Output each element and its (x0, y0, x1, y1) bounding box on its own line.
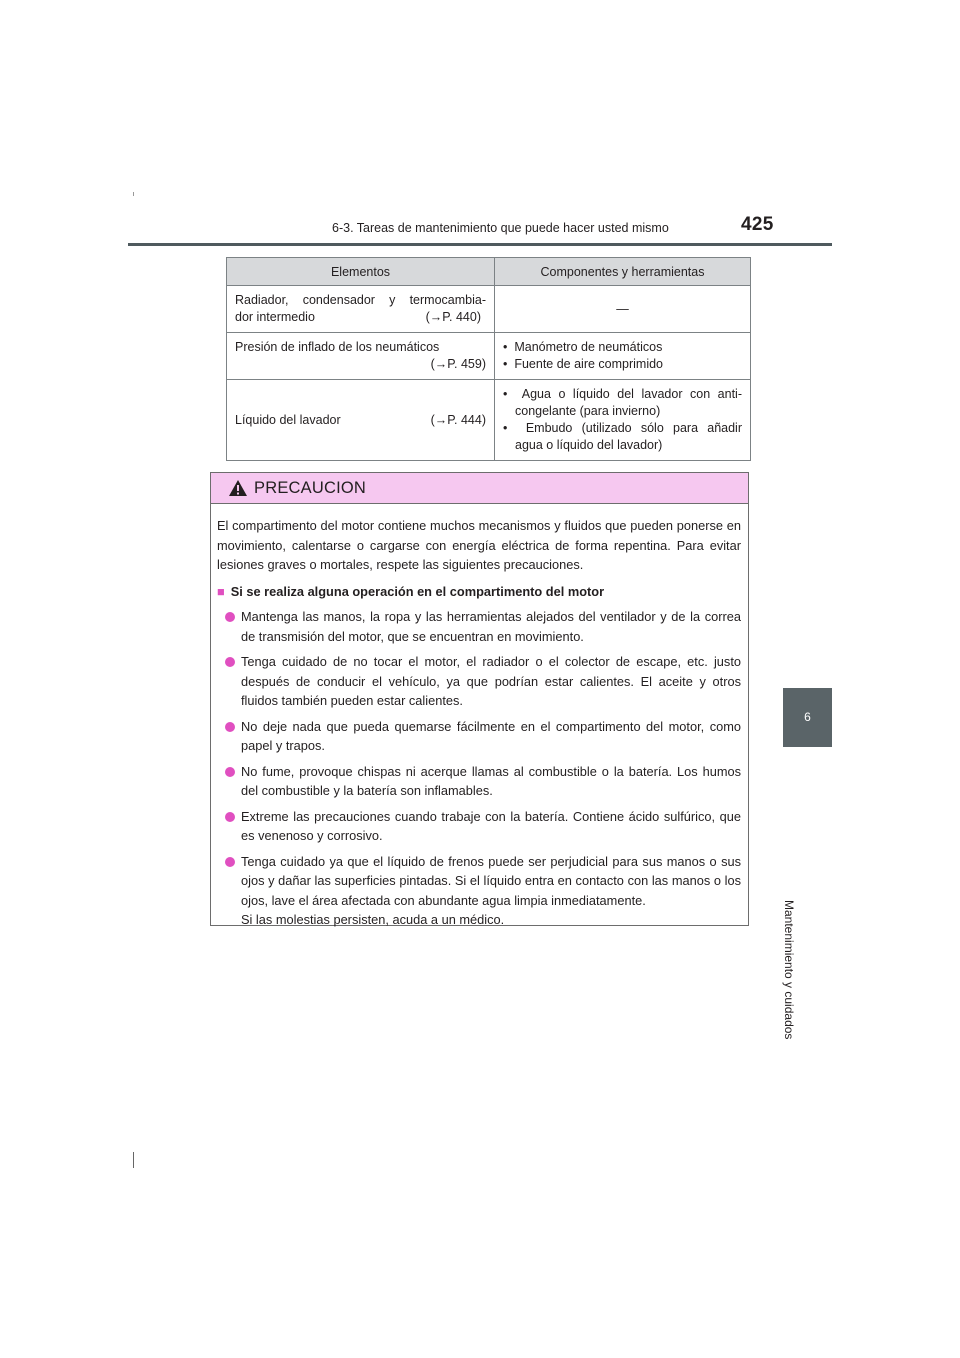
warning-header (211, 473, 748, 504)
warning-title: PRECAUCION (254, 478, 367, 497)
chapter-label: Mantenimiento y cuidados (782, 900, 796, 1040)
section-title: 6-3. Tareas de mantenimiento que puede hacer usted mismo (332, 221, 669, 235)
header-rule (128, 243, 832, 246)
list-item: Tenga cuidado ya que el líquido de frenos puede ser perjudicial para sus manos o sus ojos y dañar las superficies pintadas. Si el líquido entra en contacto con las manos o los ojos, lave el área afectada con abundante agua limpia inmediatamente. Si las molestias persisten, acuda a un médico. (217, 852, 741, 930)
list-item: No deje nada que pueda quemarse fácilmente en el compartimento del motor, como papel y trapos. (217, 717, 741, 756)
chapter-tab: 6 (783, 688, 832, 747)
item-line: Líquido del lavador (235, 412, 341, 427)
table-cell-item (227, 286, 495, 333)
bullet-dot-icon (225, 612, 235, 622)
bullet-dot-icon (225, 767, 235, 777)
item-line: dor intermedio (235, 310, 315, 324)
bullet-dot-icon (225, 857, 235, 867)
tool-item: • Manómetro de neumáticos (503, 340, 663, 354)
page-reference: (→P. 459) (430, 357, 486, 371)
item-line: Radiador, condensador y termocambia- (235, 293, 486, 307)
table-row (227, 333, 751, 380)
warning-triangle-icon (228, 479, 248, 497)
parts-table (226, 257, 751, 461)
page-reference: (→P. 444) (430, 412, 486, 427)
table-cell-item (227, 333, 495, 380)
table-cell-tools (495, 333, 751, 380)
list-item: Tenga cuidado de no tocar el motor, el radiador o el colector de escape, etc. justo después de conducir el vehículo, ya que podrían estar calientes. El aceite y otros fluidos también pueden estar calientes. (217, 652, 741, 711)
tool-item-continuation: congelante (para invierno) (515, 404, 661, 418)
bullet-dot-icon (225, 812, 235, 822)
crop-mark (133, 192, 134, 196)
page-number: 425 (741, 214, 774, 235)
list-item: Mantenga las manos, la ropa y las herramientas alejados del ventilador y de la correa de transmisión del motor, que se encuentran en movimiento. (217, 607, 741, 646)
tool-item: • Fuente de aire comprimido (503, 357, 664, 371)
table-cell-tools (495, 380, 751, 461)
list-item: Extreme las precauciones cuando trabaje con la batería. Contiene ácido sulfúrico, que es venenoso y corrosivo. (217, 807, 741, 846)
warning-body (211, 504, 748, 930)
no-tools-dash: — (616, 301, 629, 316)
table-row (227, 380, 751, 461)
tool-item-continuation: agua o líquido del lavador) (515, 438, 663, 452)
item-line: Presión de inflado de los neumáticos (235, 340, 440, 354)
page-reference: (→P. 440) (425, 310, 481, 324)
table-header-items: Elementos (227, 258, 495, 286)
warning-subheading: ■ Si se realiza alguna operación en el compartimento del motor (217, 582, 741, 602)
table-cell-tools (495, 286, 751, 333)
table-header-row (227, 258, 751, 286)
tool-item: • Embudo (utilizado sólo para añadir (503, 421, 742, 435)
crop-mark (133, 1152, 134, 1168)
table-cell-item (227, 380, 495, 461)
bullet-dot-icon (225, 722, 235, 732)
list-item: No fume, provoque chispas ni acerque llamas al combustible o la batería. Los humos del combustible y la batería son inflamables. (217, 762, 741, 801)
square-bullet-icon: ■ (217, 583, 225, 599)
table-header-tools: Componentes y herramientas (495, 258, 751, 286)
warning-intro: El compartimento del motor contiene muchos mecanismos y fluidos que pueden ponerse en movimiento, calentarse o cargarse con energía eléctrica de forma repentina. Para evitar lesiones graves o mortales, respete las siguientes precauciones. (217, 518, 741, 572)
table-row (227, 286, 751, 333)
warning-box (210, 472, 749, 926)
bullet-dot-icon (225, 657, 235, 667)
tool-item: • Agua o líquido del lavador con anti- (503, 387, 742, 401)
